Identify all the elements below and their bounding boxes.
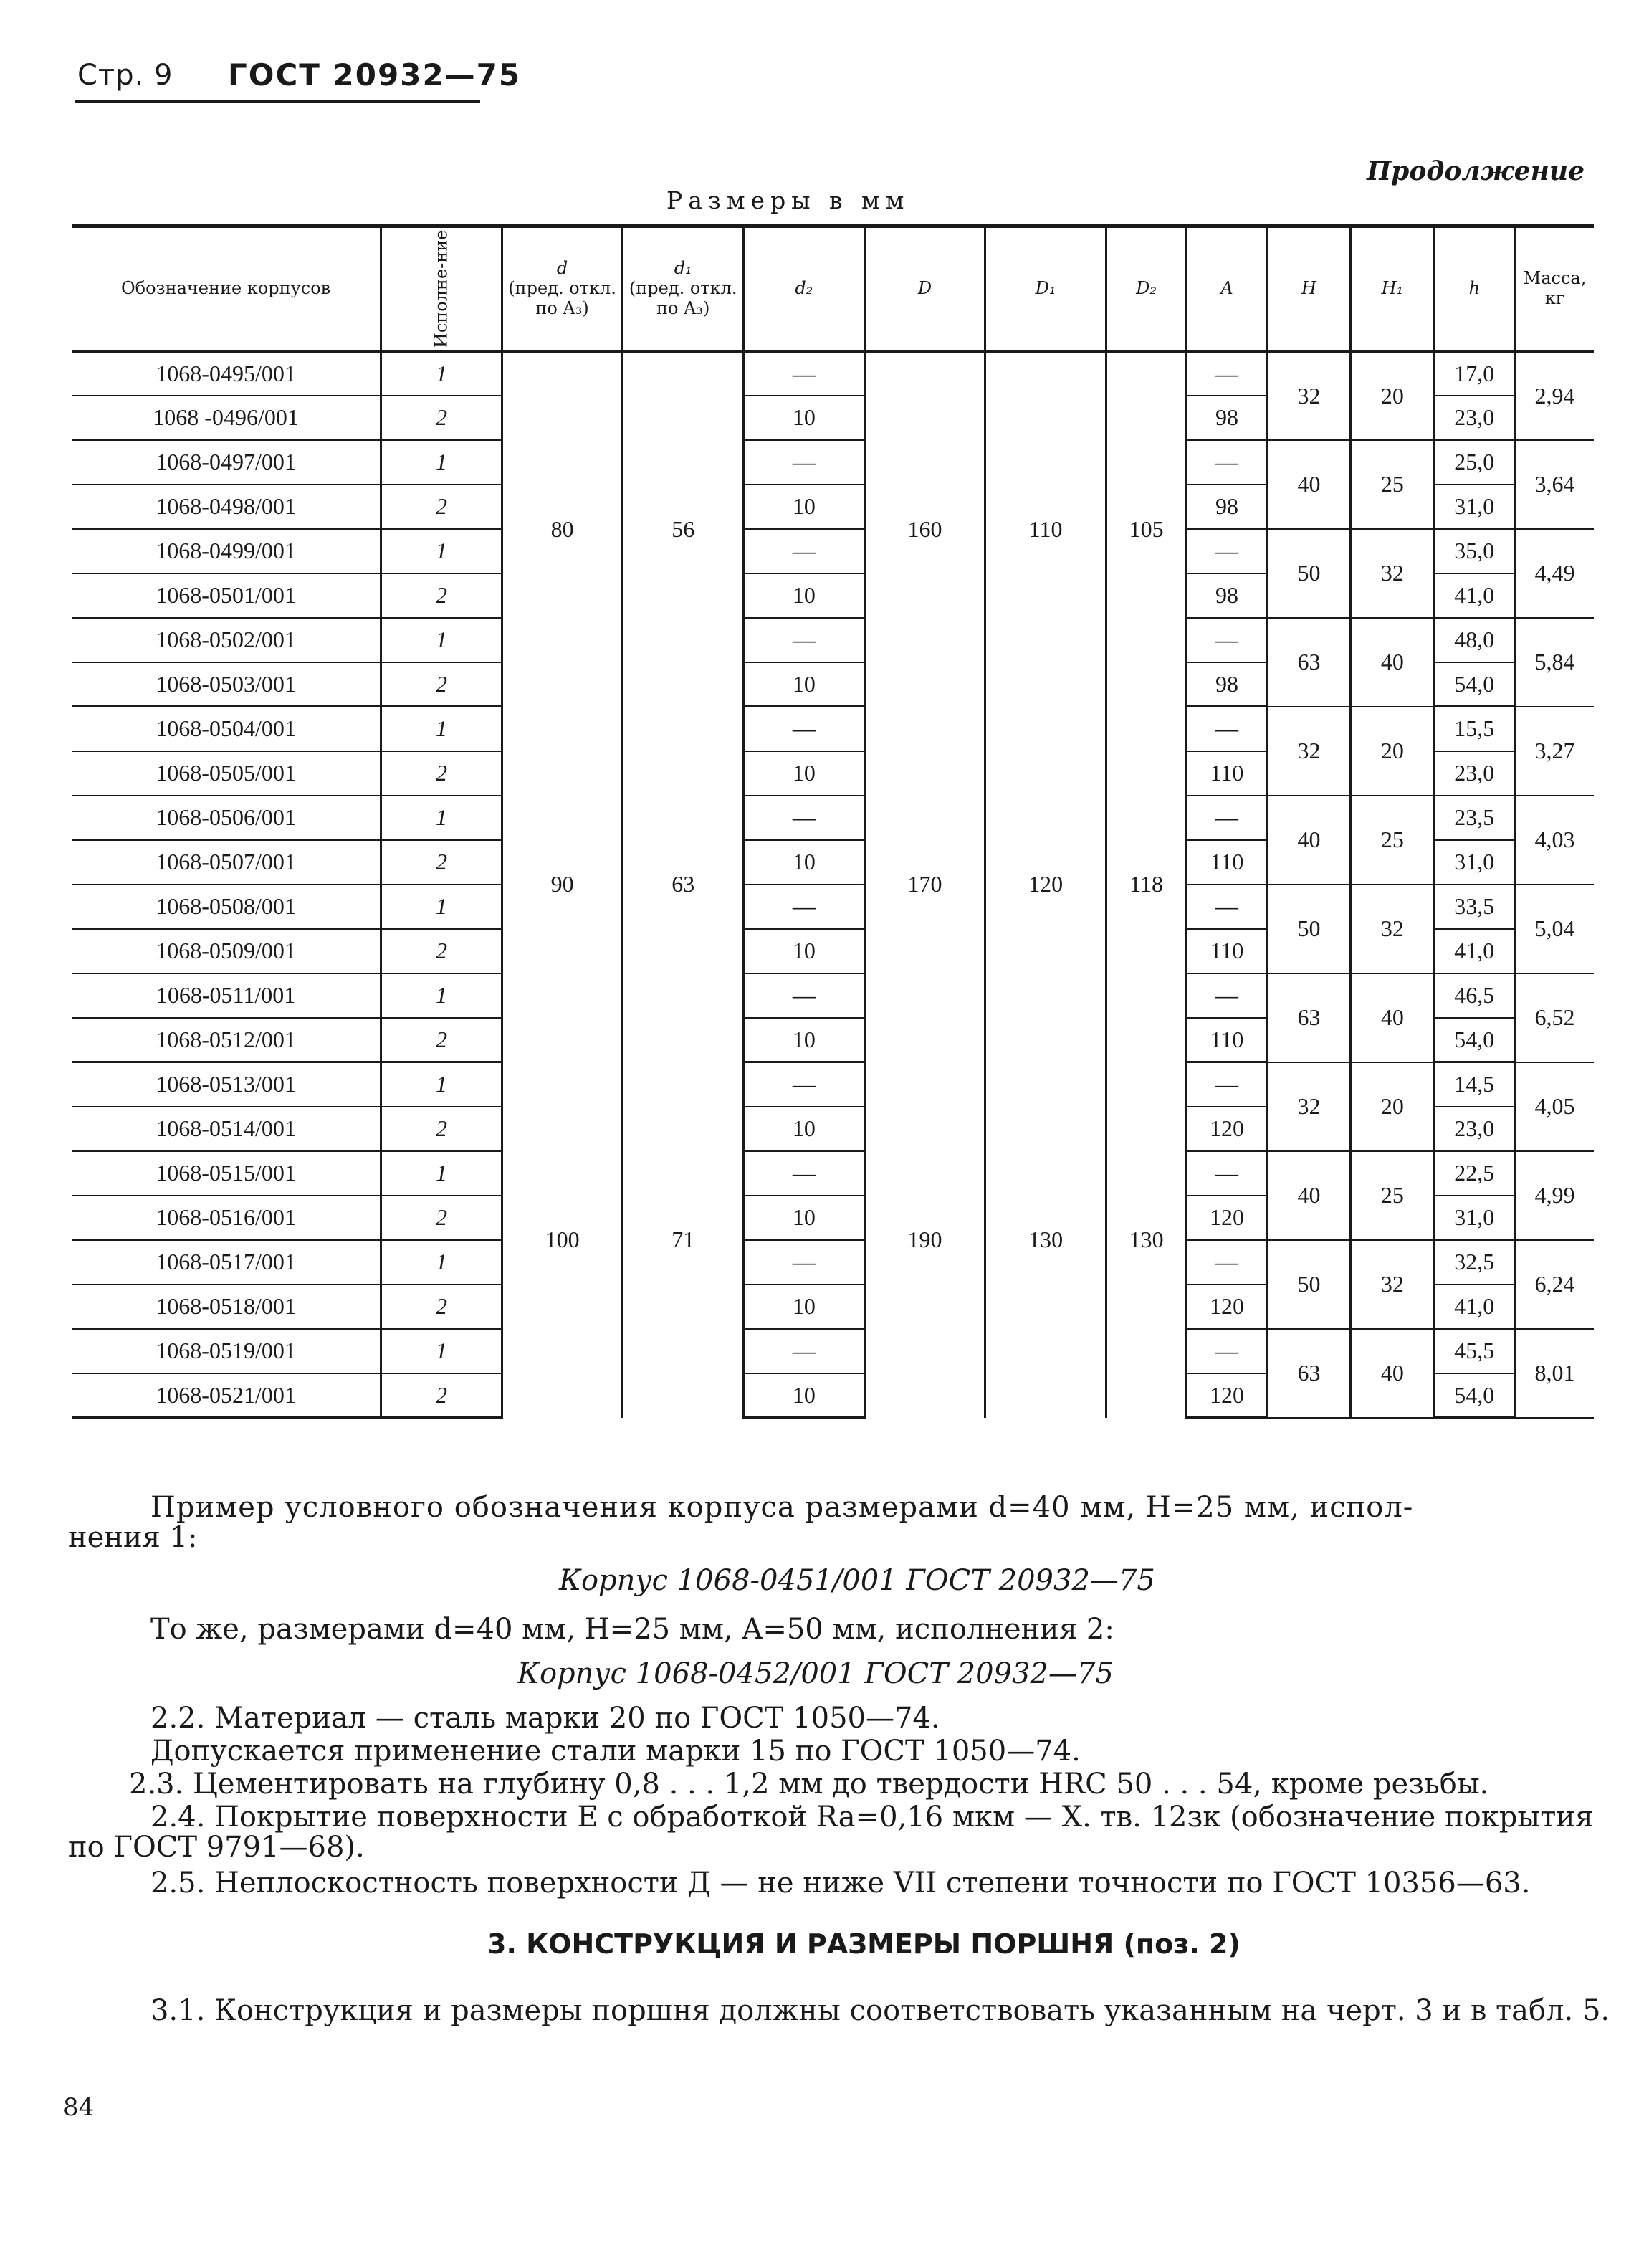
h-cell: 33,5 [1434, 885, 1514, 929]
A-cell: — [1187, 529, 1267, 573]
d2-cell: — [744, 707, 865, 751]
mass-cell: 6,52 [1515, 973, 1594, 1062]
designation-cell: 1068-0515/001 [72, 1151, 381, 1196]
A-cell: 98 [1187, 485, 1267, 529]
section-3-title: 3. КОНСТРУКЦИЯ И РАЗМЕРЫ ПОРШНЯ (поз. 2) [487, 1928, 1241, 1960]
d2-cell: — [744, 1062, 865, 1107]
h-cell: 14,5 [1434, 1062, 1514, 1107]
H-cell: 40 [1267, 1151, 1350, 1240]
paragraph-2-4-cont: по ГОСТ 9791—68). [68, 1831, 365, 1864]
header-mass: Масса, кг [1515, 227, 1594, 351]
designation-cell: 1068-0513/001 [72, 1062, 381, 1107]
designation-cell: 1068-0505/001 [72, 751, 381, 796]
d2-cell: — [744, 885, 865, 929]
A-cell: 110 [1187, 929, 1267, 973]
H1-cell: 40 [1351, 618, 1434, 707]
table-row [72, 351, 1594, 396]
execution-cell: 2 [381, 929, 502, 973]
h-cell: 25,0 [1434, 440, 1514, 485]
mass-cell: 4,49 [1515, 529, 1594, 618]
h-cell: 35,0 [1434, 529, 1514, 573]
header-d1: d₁ (пред. откл. по A₃) [623, 227, 744, 351]
page-number: 84 [63, 2093, 95, 2122]
execution-cell: 1 [381, 351, 502, 396]
same-example-line: То же, размерами d=40 мм, H=25 мм, A=50 мм, исполнения 2: [150, 1613, 1114, 1646]
mass-cell: 4,03 [1515, 796, 1594, 885]
D2-cell: 130 [1106, 1062, 1186, 1418]
execution-cell: 2 [381, 573, 502, 618]
execution-cell: 2 [381, 1018, 502, 1062]
A-cell: — [1187, 351, 1267, 396]
A-cell: — [1187, 618, 1267, 662]
designation-cell: 1068-0521/001 [72, 1373, 381, 1418]
d2-cell: 10 [744, 573, 865, 618]
designation-cell: 1068-0512/001 [72, 1018, 381, 1062]
A-cell: — [1187, 796, 1267, 840]
designation-cell: 1068-0509/001 [72, 929, 381, 973]
mass-cell: 2,94 [1515, 351, 1594, 440]
execution-cell: 1 [381, 707, 502, 751]
designation-cell: 1068-0499/001 [72, 529, 381, 573]
H-cell: 63 [1267, 1329, 1350, 1418]
designation-cell: 1068 -0496/001 [72, 396, 381, 440]
designation-cell: 1068-0504/001 [72, 707, 381, 751]
H-cell: 32 [1267, 1062, 1350, 1151]
h-cell: 32,5 [1434, 1240, 1514, 1285]
H-cell: 32 [1267, 707, 1350, 796]
A-cell: — [1187, 1151, 1267, 1196]
A-cell: 110 [1187, 840, 1267, 885]
mass-cell: 4,05 [1515, 1062, 1594, 1151]
execution-cell: 2 [381, 1196, 502, 1240]
H-cell: 50 [1267, 885, 1350, 973]
H-cell: 50 [1267, 529, 1350, 618]
d2-cell: — [744, 618, 865, 662]
d2-cell: 10 [744, 485, 865, 529]
H1-cell: 40 [1351, 1329, 1434, 1418]
execution-cell: 1 [381, 529, 502, 573]
example-designation-2: Корпус 1068-0452/001 ГОСТ 20932—75 [517, 1657, 1114, 1690]
d2-cell: 10 [744, 1373, 865, 1418]
mass-cell: 3,27 [1515, 707, 1594, 796]
A-cell: 110 [1187, 1018, 1267, 1062]
A-cell: 98 [1187, 662, 1267, 707]
d2-cell: 10 [744, 840, 865, 885]
h-cell: 31,0 [1434, 840, 1514, 885]
designation-cell: 1068-0519/001 [72, 1329, 381, 1373]
header-execution: Исполне-ние [381, 227, 502, 351]
header-H1: H₁ [1351, 227, 1434, 351]
A-cell: — [1187, 973, 1267, 1018]
h-cell: 31,0 [1434, 1196, 1514, 1240]
d2-cell: 10 [744, 1107, 865, 1151]
execution-cell: 1 [381, 885, 502, 929]
H1-cell: 32 [1351, 529, 1434, 618]
header-d2: d₂ [744, 227, 865, 351]
mass-cell: 8,01 [1515, 1329, 1594, 1418]
d-cell: 100 [502, 1062, 623, 1418]
D-cell: 170 [864, 707, 985, 1062]
designation-cell: 1068-0517/001 [72, 1240, 381, 1285]
table-row [72, 796, 1594, 840]
H1-cell: 20 [1351, 351, 1434, 440]
table-row [72, 529, 1594, 573]
d-cell: 80 [502, 351, 623, 707]
D-cell: 160 [864, 351, 985, 707]
d2-cell: 10 [744, 662, 865, 707]
d1-cell: 71 [623, 1062, 744, 1418]
header-h: h [1434, 227, 1514, 351]
designation-cell: 1068-0514/001 [72, 1107, 381, 1151]
d2-cell: — [744, 1151, 865, 1196]
execution-cell: 1 [381, 440, 502, 485]
paragraph-2-2: 2.2. Материал — сталь марки 20 по ГОСТ 1050—74. [150, 1702, 940, 1735]
designation-cell: 1068-0497/001 [72, 440, 381, 485]
example-designation-1: Корпус 1068-0451/001 ГОСТ 20932—75 [559, 1564, 1155, 1597]
A-cell: 120 [1187, 1373, 1267, 1418]
housing-dimensions-table [72, 224, 1594, 1419]
D-cell: 190 [864, 1062, 985, 1418]
table-row [72, 1062, 1594, 1107]
d2-cell: — [744, 1240, 865, 1285]
A-cell: — [1187, 1329, 1267, 1373]
table-row [72, 1329, 1594, 1373]
execution-cell: 1 [381, 796, 502, 840]
A-cell: 98 [1187, 396, 1267, 440]
h-cell: 31,0 [1434, 485, 1514, 529]
header-H: H [1267, 227, 1350, 351]
A-cell: — [1187, 885, 1267, 929]
d2-cell: — [744, 351, 865, 396]
D1-cell: 110 [985, 351, 1106, 707]
d2-cell: 10 [744, 396, 865, 440]
paragraph-2-3: 2.3. Цементировать на глубину 0,8 . . . 1,2 мм до твердости HRC 50 . . . 54, кроме резьбы. [129, 1768, 1489, 1801]
A-cell: — [1187, 707, 1267, 751]
paragraph-2-4: 2.4. Покрытие поверхности Е с обработкой Ra=0,16 мкм — Х. тв. 12зк (обозначение покрытия [150, 1801, 1594, 1834]
d1-cell: 63 [623, 707, 744, 1062]
designation-cell: 1068-0507/001 [72, 840, 381, 885]
A-cell: 120 [1187, 1107, 1267, 1151]
H-cell: 63 [1267, 618, 1350, 707]
table-row [72, 1240, 1594, 1285]
H-cell: 32 [1267, 351, 1350, 440]
h-cell: 54,0 [1434, 1018, 1514, 1062]
d2-cell: 10 [744, 1196, 865, 1240]
execution-cell: 2 [381, 662, 502, 707]
H1-cell: 25 [1351, 440, 1434, 529]
d-cell: 90 [502, 707, 623, 1062]
D2-cell: 105 [1106, 351, 1186, 707]
table-body [72, 351, 1594, 1418]
D2-cell: 118 [1106, 707, 1186, 1062]
h-cell: 54,0 [1434, 1373, 1514, 1418]
designation-cell: 1068-0503/001 [72, 662, 381, 707]
header-designation: Обозначение корпусов [72, 227, 381, 351]
h-cell: 23,0 [1434, 396, 1514, 440]
mass-cell: 4,99 [1515, 1151, 1594, 1240]
paragraph-2-5: 2.5. Неплоскостность поверхности Д — не ниже VII степени точности по ГОСТ 10356—63. [150, 1867, 1531, 1900]
execution-cell: 1 [381, 1151, 502, 1196]
designation-cell: 1068-0508/001 [72, 885, 381, 929]
h-cell: 23,0 [1434, 1107, 1514, 1151]
D1-cell: 130 [985, 1062, 1106, 1418]
H1-cell: 40 [1351, 973, 1434, 1062]
h-cell: 54,0 [1434, 662, 1514, 707]
mass-cell: 6,24 [1515, 1240, 1594, 1329]
designation-cell: 1068-0495/001 [72, 351, 381, 396]
h-cell: 22,5 [1434, 1151, 1514, 1196]
d2-cell: — [744, 529, 865, 573]
d2-cell: 10 [744, 929, 865, 973]
designation-cell: 1068-0502/001 [72, 618, 381, 662]
d2-cell: 10 [744, 751, 865, 796]
h-cell: 41,0 [1434, 929, 1514, 973]
execution-cell: 2 [381, 1107, 502, 1151]
paragraph-3-1: 3.1. Конструкция и размеры поршня должны соответствовать указанным на черт. 3 и в табл. 5. [150, 1994, 1610, 2027]
header-A: A [1187, 227, 1267, 351]
H1-cell: 32 [1351, 1240, 1434, 1329]
table-header-row [72, 227, 1594, 351]
table-row [72, 707, 1594, 751]
A-cell: 110 [1187, 751, 1267, 796]
header-underline [75, 100, 480, 103]
table-row [72, 618, 1594, 662]
table-row [72, 440, 1594, 485]
A-cell: 120 [1187, 1196, 1267, 1240]
execution-cell: 2 [381, 485, 502, 529]
D1-cell: 120 [985, 707, 1106, 1062]
H-cell: 40 [1267, 440, 1350, 529]
execution-cell: 1 [381, 1329, 502, 1373]
designation-cell: 1068-0506/001 [72, 796, 381, 840]
execution-cell: 1 [381, 973, 502, 1018]
standard-number: ГОСТ 20932—75 [228, 57, 522, 92]
H-cell: 40 [1267, 796, 1350, 885]
h-cell: 46,5 [1434, 973, 1514, 1018]
h-cell: 45,5 [1434, 1329, 1514, 1373]
header-D: D [864, 227, 985, 351]
h-cell: 41,0 [1434, 573, 1514, 618]
execution-cell: 2 [381, 751, 502, 796]
H-cell: 50 [1267, 1240, 1350, 1329]
A-cell: 98 [1187, 573, 1267, 618]
paragraph-2-2-note: Допускается применение стали марки 15 по ГОСТ 1050—74. [150, 1735, 1081, 1768]
d2-cell: — [744, 796, 865, 840]
execution-cell: 1 [381, 618, 502, 662]
d2-cell: 10 [744, 1285, 865, 1329]
example-intro-cont: нения 1: [68, 1521, 198, 1554]
designation-cell: 1068-0501/001 [72, 573, 381, 618]
execution-cell: 2 [381, 1285, 502, 1329]
d2-cell: 10 [744, 1018, 865, 1062]
execution-cell: 2 [381, 840, 502, 885]
header-D2: D₂ [1106, 227, 1186, 351]
h-cell: 23,5 [1434, 796, 1514, 840]
A-cell: — [1187, 1062, 1267, 1107]
mass-cell: 3,64 [1515, 440, 1594, 529]
A-cell: — [1187, 1240, 1267, 1285]
header-d: d (пред. откл. по A₃) [502, 227, 623, 351]
H1-cell: 32 [1351, 885, 1434, 973]
table-row [72, 973, 1594, 1018]
execution-cell: 1 [381, 1062, 502, 1107]
continuation-label: Продолжение [1367, 156, 1585, 186]
example-intro: Пример условного обозначения корпуса размерами d=40 мм, H=25 мм, испол- [150, 1491, 1414, 1524]
H1-cell: 20 [1351, 707, 1434, 796]
d2-cell: — [744, 440, 865, 485]
h-cell: 48,0 [1434, 618, 1514, 662]
designation-cell: 1068-0516/001 [72, 1196, 381, 1240]
H1-cell: 25 [1351, 1151, 1434, 1240]
d2-cell: — [744, 1329, 865, 1373]
page-label: Стр. 9 [77, 59, 173, 92]
h-cell: 15,5 [1434, 707, 1514, 751]
d1-cell: 56 [623, 351, 744, 707]
A-cell: 120 [1187, 1285, 1267, 1329]
d2-cell: — [744, 973, 865, 1018]
A-cell: — [1187, 440, 1267, 485]
table-row [72, 1151, 1594, 1196]
mass-cell: 5,84 [1515, 618, 1594, 707]
h-cell: 17,0 [1434, 351, 1514, 396]
h-cell: 23,0 [1434, 751, 1514, 796]
units-caption: Размеры в мм [666, 186, 910, 214]
table-row [72, 885, 1594, 929]
designation-cell: 1068-0518/001 [72, 1285, 381, 1329]
execution-cell: 1 [381, 1240, 502, 1285]
h-cell: 41,0 [1434, 1285, 1514, 1329]
H1-cell: 20 [1351, 1062, 1434, 1151]
H1-cell: 25 [1351, 796, 1434, 885]
execution-cell: 2 [381, 1373, 502, 1418]
designation-cell: 1068-0511/001 [72, 973, 381, 1018]
header-D1: D₁ [985, 227, 1106, 351]
designation-cell: 1068-0498/001 [72, 485, 381, 529]
mass-cell: 5,04 [1515, 885, 1594, 973]
H-cell: 63 [1267, 973, 1350, 1062]
execution-cell: 2 [381, 396, 502, 440]
